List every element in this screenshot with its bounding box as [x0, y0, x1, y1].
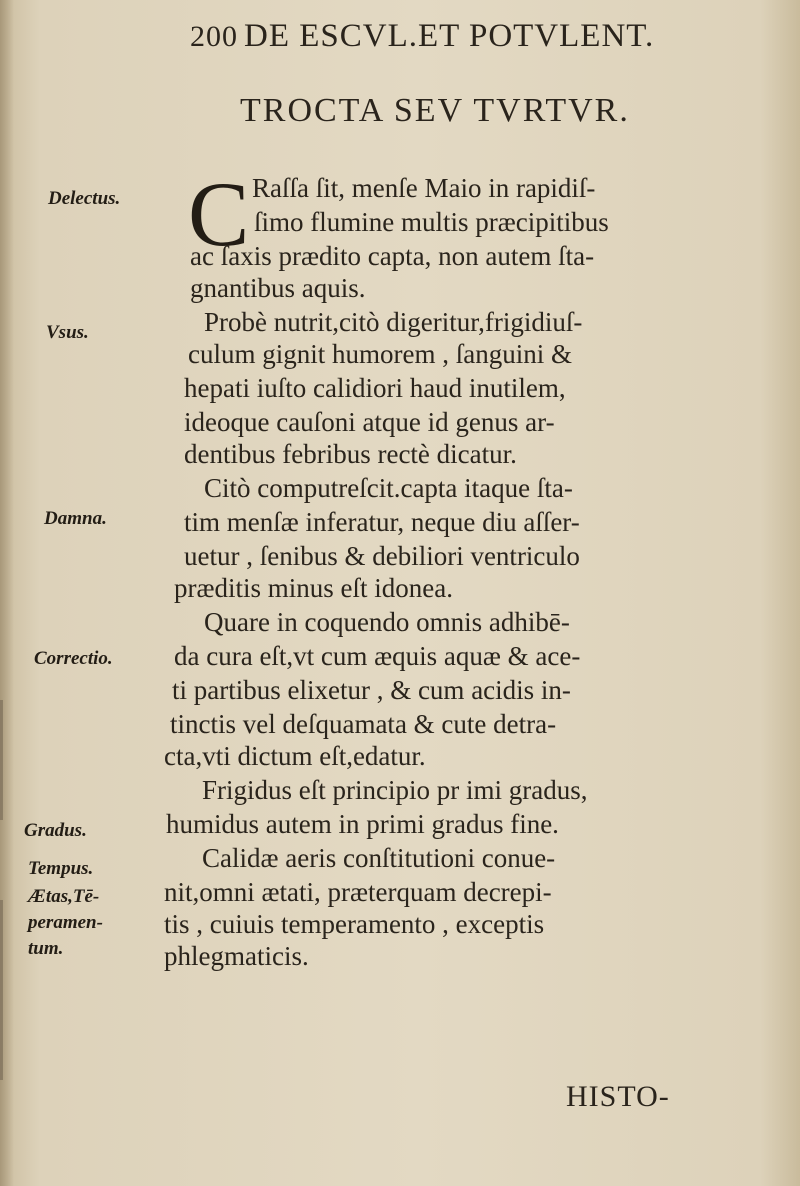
text-line: ac ſaxis prædito capta, non autem ſta-: [190, 241, 595, 271]
text-line: humidus autem in primi gradus fine.: [166, 809, 559, 839]
margin-note-aetas: tum.: [28, 938, 64, 959]
catchword: HISTO-: [566, 1080, 670, 1113]
text-line: ideoque cauſoni atque id genus ar-: [184, 407, 555, 437]
margin-note-delectus: Delectus.: [48, 188, 121, 209]
section-title: TROCTA SEV TVRTVR.: [240, 92, 630, 129]
text-line: ti partibus elixetur , & cum acidis in-: [172, 675, 571, 705]
text-line: nit,omni ætati, præterquam decrepi-: [164, 877, 552, 907]
text-line: Citò computreſcit.capta itaque ſta-: [204, 473, 573, 503]
text-line: Quare in coquendo omnis adhibē-: [204, 607, 570, 637]
text-line: ſimo flumine multis præcipitibus: [254, 207, 609, 237]
margin-note-usus: Vsus.: [46, 322, 89, 343]
text-line: cta,vti dictum eſt,edatur.: [164, 741, 426, 771]
text-line: dentibus febribus rectè dicatur.: [184, 439, 517, 469]
running-head: [190, 18, 760, 55]
text-line: hepati iuſto calidiori haud inutilem,: [184, 373, 566, 403]
page-number: 200: [190, 20, 238, 53]
text-line: tim menſæ inferatur, neque diu aſſer-: [184, 507, 580, 537]
page-edge-shadow: [0, 900, 3, 1080]
margin-note-damna: Damna.: [44, 508, 107, 529]
margin-note-gradus: Gradus.: [24, 820, 87, 841]
text-line: tis , cuiuis temperamento , exceptis: [164, 909, 545, 939]
text-line: tinctis vel deſquamata & cute detra-: [170, 709, 557, 739]
text-line: Raſſa ſit, menſe Maio in rapidiſ-: [252, 173, 596, 203]
text-line: præditis minus eſt idonea.: [174, 573, 453, 603]
margin-note-correctio: Correctio.: [34, 648, 113, 669]
page-edge-shadow: [0, 700, 3, 820]
text-line: Probè nutrit,citò digeritur,frigidiuſ-: [204, 307, 583, 337]
text-line: uetur , ſenibus & debiliori ventriculo: [184, 541, 580, 571]
text-line: phlegmaticis.: [164, 941, 309, 971]
margin-note-aetas: Ætas,Tē-: [28, 886, 100, 907]
margin-note-aetas: peramen-: [28, 912, 103, 933]
text-line: culum gignit humorem , ſanguini &: [188, 339, 572, 369]
text-line: Frigidus eſt principio pr imi gradus,: [202, 775, 588, 805]
drop-cap: C: [188, 163, 250, 265]
text-line: Calidæ aeris conſtitutioni conue-: [202, 843, 556, 873]
running-head-title: DE ESCVL.ET POTVLENT.: [244, 18, 655, 54]
margin-note-tempus: Tempus.: [28, 858, 94, 879]
text-line: gnantibus aquis.: [190, 273, 366, 303]
text-line: da cura eſt,vt cum æquis aquæ & ace-: [174, 641, 581, 671]
